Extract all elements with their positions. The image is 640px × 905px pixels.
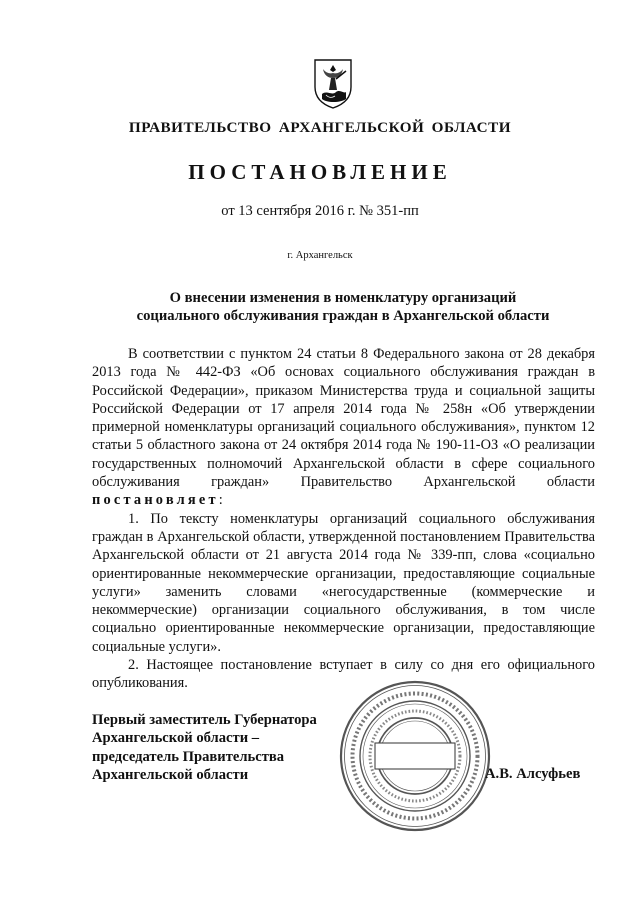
subject-line-1: О внесении изменения в номенклатуру организаций (169, 290, 517, 306)
item-2-paragraph: 2. Настоящее постановление вступает в силу со дня его официального опубликования. (92, 657, 595, 692)
signer-title-line-2: Архангельской области – (92, 730, 260, 747)
government-name: ПРАВИТЕЛЬСТВО АРХАНГЕЛЬСКОЙ ОБЛАСТИ (128, 119, 512, 136)
document-type: ПОСТАНОВЛЕНИЕ (188, 160, 452, 184)
document-subject (90, 289, 596, 325)
signer-title-line-1: Первый заместитель Губернатора (92, 712, 317, 728)
resolves-punctuation: : (218, 492, 223, 509)
document-number-date: от 13 сентября 2016 г. № 351-пп (221, 203, 419, 219)
round-seal-icon (337, 678, 493, 834)
signer-title-line-3: председатель Правительства (92, 748, 285, 765)
document-body (92, 345, 595, 693)
signer-title-line-4: Архангельской области (92, 766, 249, 783)
signer-name: А.В. Алсуфьев (485, 766, 581, 782)
resolves-word: постановляет (92, 492, 219, 509)
preamble-text: В соответствии с пунктом 24 статьи 8 Федерального закона от 28 декабря 2013 года № 442-ФЗ «Об основах социального обслуживания граждан в Российской Федерации», приказом Министерства труда и социальной защиты Российской Федерации от 17 апреля 2014 года № 258н «Об утверждении примерной номенклатуры организаций социального обслуживания», пунктом 12 статьи 5 областного закона от 24 октября 2014 года № 190-11-ОЗ «О реализации государственных полномочий Архангельской области в сфере социального обслуживания граждан» Правительство Архангельской области (92, 346, 595, 491)
preamble-paragraph (92, 345, 595, 510)
item-1-paragraph: 1. По тексту номенклатуры организаций социального обслуживания граждан в Архангельской области, утвержденной постановлением Правительства Архангельской области от 21 августа 2014 года № 339-пп, слова «социально ориентированные некоммерческие организации, предоставляющие социальные услуги» заменить словами «негосударственные (коммерческие и некоммерческие) организации социального обслуживания, в том числе социально ориентированные некоммерческие организации, предоставляющие социальные услуги». (92, 510, 595, 655)
coat-of-arms-icon (312, 57, 354, 109)
subject-line-2: социального обслуживания граждан в Архангельской области (136, 308, 550, 324)
signer-title (92, 711, 317, 784)
document-city: г. Архангельск (287, 250, 353, 261)
